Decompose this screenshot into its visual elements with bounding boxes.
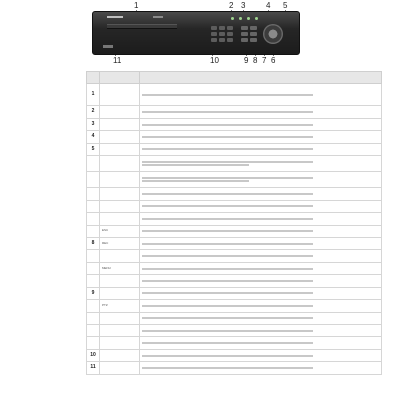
table-body	[87, 84, 382, 374]
table-row	[87, 325, 382, 337]
row-number: 1	[87, 84, 100, 106]
component-name	[100, 156, 140, 172]
usb-port	[103, 45, 113, 48]
function-button	[250, 38, 257, 42]
keypad-button	[219, 38, 225, 42]
illegible-text-line	[142, 255, 313, 257]
led-indicator	[247, 17, 250, 20]
row-number	[87, 225, 100, 237]
function-description	[140, 287, 382, 299]
function-description	[140, 312, 382, 324]
row-number: 11	[87, 362, 100, 374]
component-name	[100, 84, 140, 106]
illegible-text-line	[142, 317, 313, 319]
component-name	[100, 349, 140, 361]
row-number	[87, 325, 100, 337]
illegible-text-line	[142, 292, 313, 294]
illegible-text-line	[142, 230, 313, 232]
table-row	[87, 250, 382, 262]
callout-7: 7	[262, 56, 267, 65]
component-name	[100, 300, 140, 312]
illegible-text-line	[142, 124, 313, 126]
function-description	[140, 131, 382, 143]
row-number	[87, 200, 100, 212]
illegible-text-line	[142, 243, 313, 245]
illegible-text-line	[142, 280, 313, 282]
table-header-num	[87, 72, 100, 84]
component-label: ESC	[102, 228, 109, 233]
model-label	[153, 16, 163, 18]
component-name	[100, 237, 140, 249]
component-name	[100, 362, 140, 374]
function-description	[140, 200, 382, 212]
keypad-button	[211, 26, 217, 30]
row-number: 3	[87, 118, 100, 130]
function-description	[140, 349, 382, 361]
function-button	[250, 32, 257, 36]
jog-shuttle-dial	[263, 24, 283, 44]
callout-5: 5	[283, 1, 288, 10]
component-name	[100, 172, 140, 188]
function-buttons	[241, 26, 257, 42]
row-number	[87, 213, 100, 225]
row-number	[87, 300, 100, 312]
dvr-device	[92, 11, 300, 55]
component-name	[100, 143, 140, 155]
keypad-button	[227, 32, 233, 36]
row-number	[87, 188, 100, 200]
table-row	[87, 188, 382, 200]
component-label: PTZ	[102, 303, 108, 308]
callout-3: 3	[241, 1, 246, 10]
table-row	[87, 337, 382, 349]
illegible-text-line	[142, 342, 313, 344]
illegible-text-line	[142, 330, 313, 332]
callout-10: 10	[210, 56, 219, 65]
function-description	[140, 275, 382, 287]
illegible-text-line	[142, 161, 313, 163]
status-leds	[231, 17, 258, 20]
table-row	[87, 237, 382, 249]
function-description	[140, 106, 382, 118]
row-number	[87, 275, 100, 287]
row-number: 8	[87, 237, 100, 249]
component-name	[100, 250, 140, 262]
function-description	[140, 337, 382, 349]
table-header-component	[100, 72, 140, 84]
component-name	[100, 131, 140, 143]
table-row	[87, 262, 382, 274]
component-name	[100, 188, 140, 200]
keypad-button	[211, 32, 217, 36]
callout-11: 11	[113, 56, 122, 65]
table-header-function	[140, 72, 382, 84]
row-number: 2	[87, 106, 100, 118]
function-description	[140, 225, 382, 237]
table-row	[87, 275, 382, 287]
callout-2: 2	[229, 1, 234, 10]
component-label: REC	[102, 240, 109, 245]
component-name	[100, 200, 140, 212]
function-button	[250, 26, 257, 30]
function-description	[140, 118, 382, 130]
table-row	[87, 300, 382, 312]
keypad-button	[219, 26, 225, 30]
table-row	[87, 225, 382, 237]
function-description	[140, 143, 382, 155]
table-row	[87, 213, 382, 225]
table-row	[87, 106, 382, 118]
function-description	[140, 156, 382, 172]
table-row	[87, 131, 382, 143]
led-indicator	[231, 17, 234, 20]
illegible-text-line	[142, 177, 313, 179]
component-name	[100, 118, 140, 130]
illegible-text-line	[142, 111, 313, 113]
component-table	[86, 71, 382, 375]
table-row	[87, 287, 382, 299]
component-name	[100, 287, 140, 299]
brand-logo	[107, 16, 123, 18]
keypad-button	[227, 38, 233, 42]
illegible-text-line	[142, 367, 313, 369]
illegible-text-line	[142, 305, 313, 307]
callout-6: 6	[271, 56, 276, 65]
dvd-drive-slot	[107, 24, 177, 29]
row-number	[87, 156, 100, 172]
row-number	[87, 312, 100, 324]
function-description	[140, 213, 382, 225]
component-name	[100, 262, 140, 274]
function-description	[140, 84, 382, 106]
component-name	[100, 225, 140, 237]
table-row	[87, 312, 382, 324]
table-row	[87, 362, 382, 374]
component-name	[100, 312, 140, 324]
illegible-text-line	[142, 180, 249, 182]
row-number: 5	[87, 143, 100, 155]
keypad-button	[211, 38, 217, 42]
function-button	[241, 32, 248, 36]
table-row	[87, 349, 382, 361]
row-number: 10	[87, 349, 100, 361]
row-number	[87, 250, 100, 262]
row-number: 4	[87, 131, 100, 143]
device-front-panel-figure	[0, 0, 400, 66]
component-name	[100, 275, 140, 287]
callout-8: 8	[253, 56, 258, 65]
table-row	[87, 172, 382, 188]
illegible-text-line	[142, 136, 313, 138]
callout-9: 9	[244, 56, 249, 65]
callout-4: 4	[266, 1, 271, 10]
table-row	[87, 118, 382, 130]
illegible-text-line	[142, 355, 313, 357]
function-description	[140, 172, 382, 188]
channel-keypad	[211, 26, 233, 42]
keypad-button	[219, 32, 225, 36]
table-row	[87, 84, 382, 106]
illegible-text-line	[142, 268, 313, 270]
table-row	[87, 156, 382, 172]
function-description	[140, 362, 382, 374]
led-indicator	[239, 17, 242, 20]
function-description	[140, 262, 382, 274]
function-description	[140, 250, 382, 262]
function-description	[140, 300, 382, 312]
row-number: 9	[87, 287, 100, 299]
row-number	[87, 172, 100, 188]
function-button	[241, 38, 248, 42]
illegible-text-line	[142, 218, 313, 220]
component-name	[100, 337, 140, 349]
component-name	[100, 325, 140, 337]
component-name	[100, 213, 140, 225]
function-button	[241, 26, 248, 30]
function-description	[140, 188, 382, 200]
illegible-text-line	[142, 148, 313, 150]
keypad-button	[227, 26, 233, 30]
component-label: MENU	[102, 265, 111, 270]
component-name	[100, 106, 140, 118]
illegible-text-line	[142, 164, 249, 166]
function-description	[140, 325, 382, 337]
table-row	[87, 143, 382, 155]
illegible-text-line	[142, 205, 313, 207]
row-number	[87, 337, 100, 349]
row-number	[87, 262, 100, 274]
led-indicator	[255, 17, 258, 20]
callout-1: 1	[134, 1, 139, 10]
function-description	[140, 237, 382, 249]
illegible-text-line	[142, 193, 313, 195]
illegible-text-line	[142, 94, 313, 96]
table-row	[87, 200, 382, 212]
